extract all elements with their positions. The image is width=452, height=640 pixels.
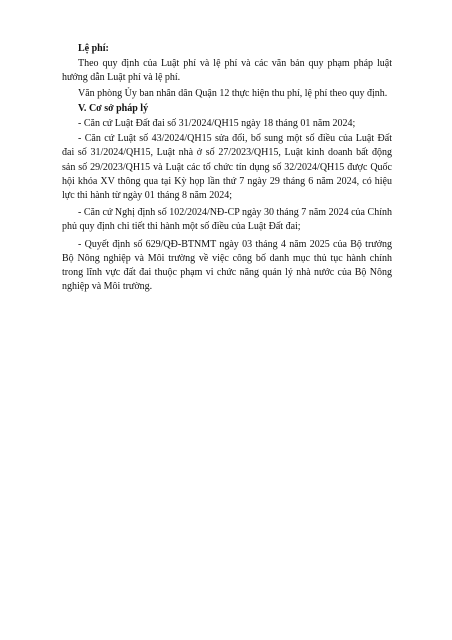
fee-paragraph-1: Theo quy định của Luật phí và lệ phí và các văn bản quy phạm pháp luật hướng dẫn Luật phí và lệ phí. bbox=[62, 58, 392, 84]
legal-basis-item-2: - Căn cứ Luật số 43/2024/QH15 sửa đổi, bổ sung một số điều của Luật Đất đai số 31/2024/QH15, Luật nhà ở số 27/2023/QH15, Luật kinh doanh bất động sản số 29/2023/QH15 và Luật các tổ chức tín dụng số 32/2024/QH15 được Quốc hội khóa XV thông qua tại Kỳ họp lần thứ 7 ngày 29 tháng 6 năm 2024, có hiệu lực thi hành từ ngày 01 tháng 8 năm 2024; bbox=[62, 133, 392, 202]
legal-basis-item-1: - Căn cứ Luật Đất đai số 31/2024/QH15 ngày 18 tháng 01 năm 2024; bbox=[78, 118, 356, 130]
fee-paragraph-2: Văn phòng Ủy ban nhân dân Quận 12 thực hiện thu phí, lệ phí theo quy định. bbox=[78, 87, 388, 99]
legal-basis-item-3: - Căn cứ Nghị định số 102/2024/NĐ-CP ngày 30 tháng 7 năm 2024 của Chính phủ quy định chi tiết thi hành một số điều của Luật Đất đai; bbox=[62, 207, 392, 233]
legal-basis-heading: Cơ sở pháp lý bbox=[88, 102, 149, 114]
legal-basis-heading-line bbox=[62, 102, 392, 116]
fee-heading: Lệ phí: bbox=[78, 43, 109, 54]
legal-basis-number: V. bbox=[78, 102, 87, 114]
legal-basis-item-4: - Quyết định số 629/QĐ-BTNMT ngày 03 tháng 4 năm 2025 của Bộ trưởng Bộ Nông nghiệp và Môi trường về việc công bố danh mục thủ tục hành chính trong lĩnh vực đất đai thuộc phạm vi chức năng quản lý nhà nước của Bộ Nông nghiệp và Môi trường. bbox=[62, 238, 392, 293]
